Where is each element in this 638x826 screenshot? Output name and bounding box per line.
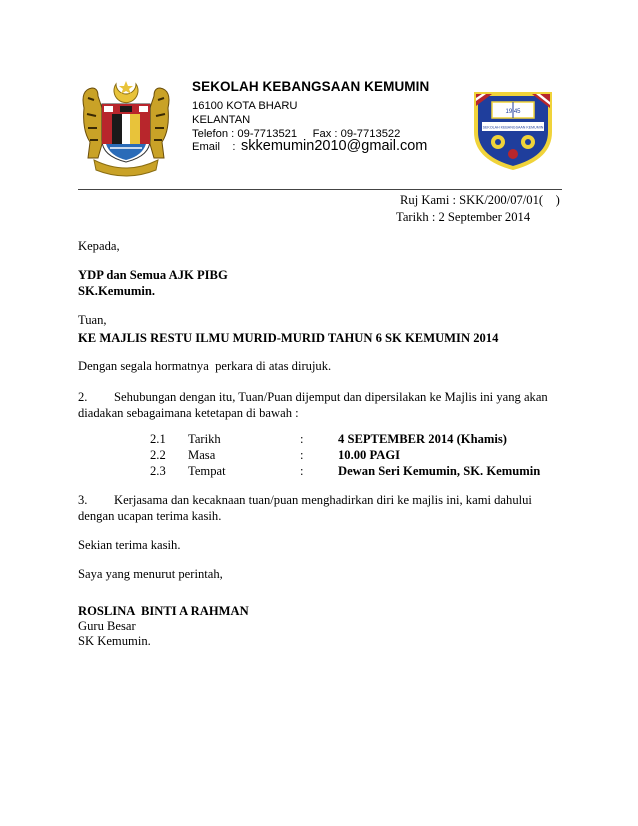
recipient-line-1: YDP dan Semua AJK PIBG bbox=[78, 268, 228, 282]
detail-value-tarikh: 4 SEPTEMBER 2014 (Khamis) bbox=[338, 432, 507, 446]
signer-name: ROSLINA BINTI A RAHMAN bbox=[78, 604, 249, 618]
salutation-to: Kepada, bbox=[78, 239, 120, 253]
intro-paragraph: Dengan segala hormatnya perkara di atas dirujuk. bbox=[78, 359, 332, 373]
state: KELANTAN bbox=[192, 114, 251, 126]
detail-label-masa: Masa bbox=[188, 448, 216, 462]
badge-ribbon-text: SEKOLAH KEBANGSAAN KEMUMIN bbox=[482, 125, 544, 130]
para2-line-1: Sehubungan dengan itu, Tuan/Puan dijemput dan dipersilakan ke Majlis ini yang akan bbox=[114, 390, 548, 404]
signer-school: SK Kemumin. bbox=[78, 634, 151, 648]
detail-number: 2.3 bbox=[150, 464, 166, 478]
detail-number: 2.2 bbox=[150, 448, 166, 462]
phone-fax: Telefon : 09-7713521 Fax : 09-7713522 bbox=[192, 128, 401, 140]
school-badge-logo bbox=[470, 88, 556, 170]
greeting: Tuan, bbox=[78, 313, 107, 327]
detail-label-tempat: Tempat bbox=[188, 464, 226, 478]
signer-title: Guru Besar bbox=[78, 619, 136, 633]
header-divider bbox=[78, 189, 562, 190]
detail-colon: : bbox=[300, 448, 304, 462]
detail-value-tempat: Dewan Seri Kemumin, SK. Kemumin bbox=[338, 464, 541, 478]
closing-thanks: Sekian terima kasih. bbox=[78, 538, 181, 552]
letter-date: Tarikh : 2 September 2014 bbox=[396, 210, 531, 224]
para3-number: 3. bbox=[78, 493, 88, 507]
detail-value-masa: 10.00 PAGI bbox=[338, 448, 401, 462]
email-label: Email : bbox=[192, 141, 236, 153]
detail-number: 2.1 bbox=[150, 432, 166, 446]
para3-line-2: dengan ucapan terima kasih. bbox=[78, 509, 222, 523]
detail-label-tarikh: Tarikh bbox=[188, 432, 221, 446]
coat-of-arms-logo bbox=[76, 78, 176, 180]
closing-yours: Saya yang menurut perintah, bbox=[78, 567, 223, 581]
school-name: SEKOLAH KEBANGSAAN KEMUMIN bbox=[192, 79, 430, 94]
reference-number: Ruj Kami : SKK/200/07/01( ) bbox=[400, 193, 560, 207]
detail-colon: : bbox=[300, 432, 304, 446]
para2-line-2: diadakan sebagaimana ketetapan di bawah : bbox=[78, 406, 299, 420]
badge-year: 19 45 bbox=[505, 109, 521, 115]
para3-line-1: Kerjasama dan kecaknaan tuan/puan menghadirkan diri ke majlis ini, kami dahului bbox=[114, 493, 532, 507]
email-address: skkemumin2010@gmail.com bbox=[241, 138, 428, 154]
recipient-line-2: SK.Kemumin. bbox=[78, 284, 155, 298]
para2-number: 2. bbox=[78, 390, 88, 404]
detail-colon: : bbox=[300, 464, 304, 478]
letter-subject: KE MAJLIS RESTU ILMU MURID-MURID TAHUN 6 SK KEMUMIN 2014 bbox=[78, 331, 499, 345]
postcode-city: 16100 KOTA BHARU bbox=[192, 100, 298, 112]
